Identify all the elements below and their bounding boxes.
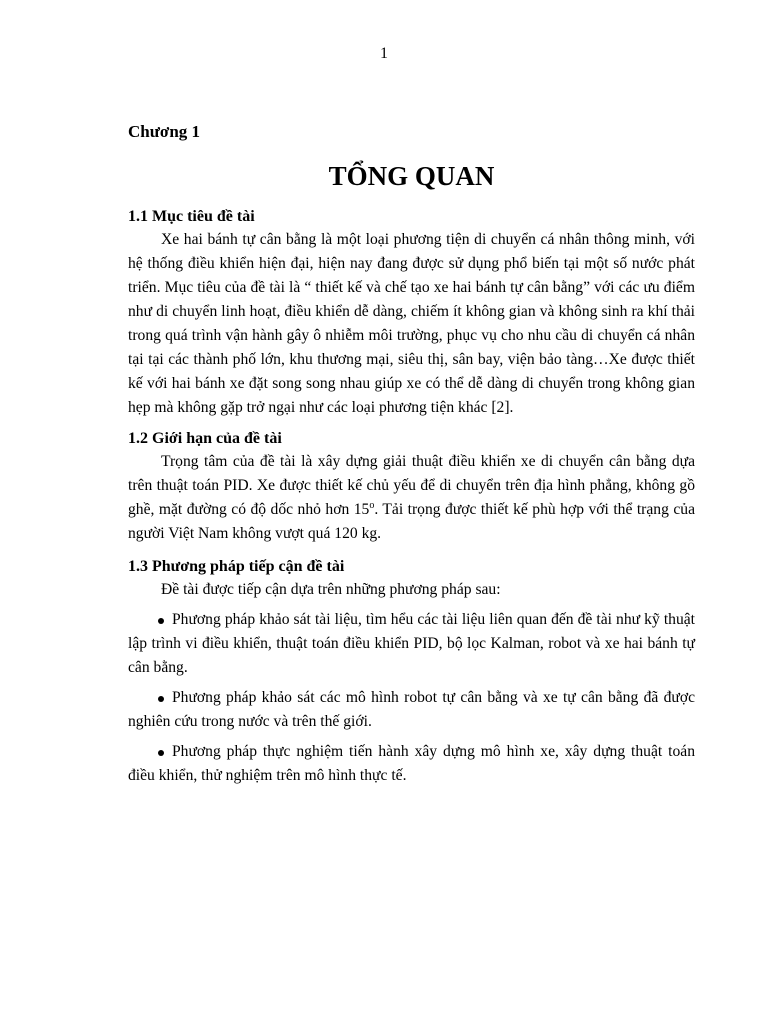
list-item-text: Phương pháp khảo sát tài liệu, tìm hểu các tài liệu liên quan đến đề tài như kỹ thuật lập trình vi điều khiển, thuật toán điều khiển PID, bộ lọc Kalman, robot và xe hai bánh tự cân bằng. — [128, 611, 695, 676]
section-objectives — [128, 206, 695, 420]
chapter-label: Chương 1 — [128, 122, 201, 141]
section-limitations — [128, 428, 695, 546]
paragraph-text: Trọng tâm của đề tài là xây dựng giải thuật điều khiển xe di chuyển cân bằng dựa trên thuật toán PID. Xe được thiết kế chủ yếu để di chuyển trên địa hình phẳng, không gồ ghề, mặt đường có độ dốc nhỏ hơn 15 — [128, 453, 695, 518]
paragraph-text: . Tải trọng được thiết kế phù hợp với thể trạng của người Việt Nam không vượt quá 120 kg. — [128, 501, 695, 542]
section-approach — [128, 556, 695, 788]
list-item-text: Phương pháp khảo sát các mô hình robot tự cân bằng và xe tự cân bằng đã được nghiên cứu trong nước và trên thế giới. — [128, 689, 695, 730]
section-heading: 1.2 Giới hạn của đề tài — [128, 430, 282, 447]
chapter-title: TỔNG QUAN — [328, 161, 495, 191]
bullet-dot-icon — [158, 696, 164, 702]
section-heading: 1.3 Phương pháp tiếp cận đề tài — [128, 558, 345, 575]
method-list — [128, 608, 695, 788]
section-heading: 1.1 Mục tiêu đề tài — [128, 208, 255, 225]
section-paragraph: Xe hai bánh tự cân bằng là một loại phương tiện di chuyển cá nhân thông minh, với hệ thống điều khiển hiện đại, hiện nay đang được sử dụng phổ biến tại một số nước phát triển. Mục tiêu của đề tài là “ thiết kế và chế tạo xe hai bánh tự cân bằng” với các ưu điểm như di chuyển linh hoạt, điều khiển dễ dàng, chiếm ít không gian và không sinh ra khí thải trong quá trình vận hành gây ô nhiễm môi trường, phục vụ cho nhu cầu di chuyển cá nhân tại tại các thành phố lớn, khu thương mại, siêu thị, sân bay, viện bảo tàng…Xe được thiết kế với hai bánh xe đặt song song nhau giúp xe có thể dễ dàng di chuyển trong không gian hẹp mà không gặp trở ngại như các loại phương tiện khác [2]. — [128, 231, 695, 416]
section-paragraph — [128, 450, 695, 546]
list-item-text: Phương pháp thực nghiệm tiến hành xây dựng mô hình xe, xây dựng thuật toán điều khiển, thử nghiệm trên mô hình thực tế. — [128, 743, 695, 784]
page-content — [128, 120, 695, 788]
degree-superscript: o — [369, 499, 375, 511]
list-item — [128, 608, 695, 680]
list-item — [128, 686, 695, 734]
bullet-dot-icon — [158, 618, 164, 624]
section-paragraph: Đề tài được tiếp cận dựa trên những phương pháp sau: — [161, 581, 501, 598]
bullet-dot-icon — [158, 750, 164, 756]
page-number: 1 — [380, 45, 388, 62]
list-item — [128, 740, 695, 788]
